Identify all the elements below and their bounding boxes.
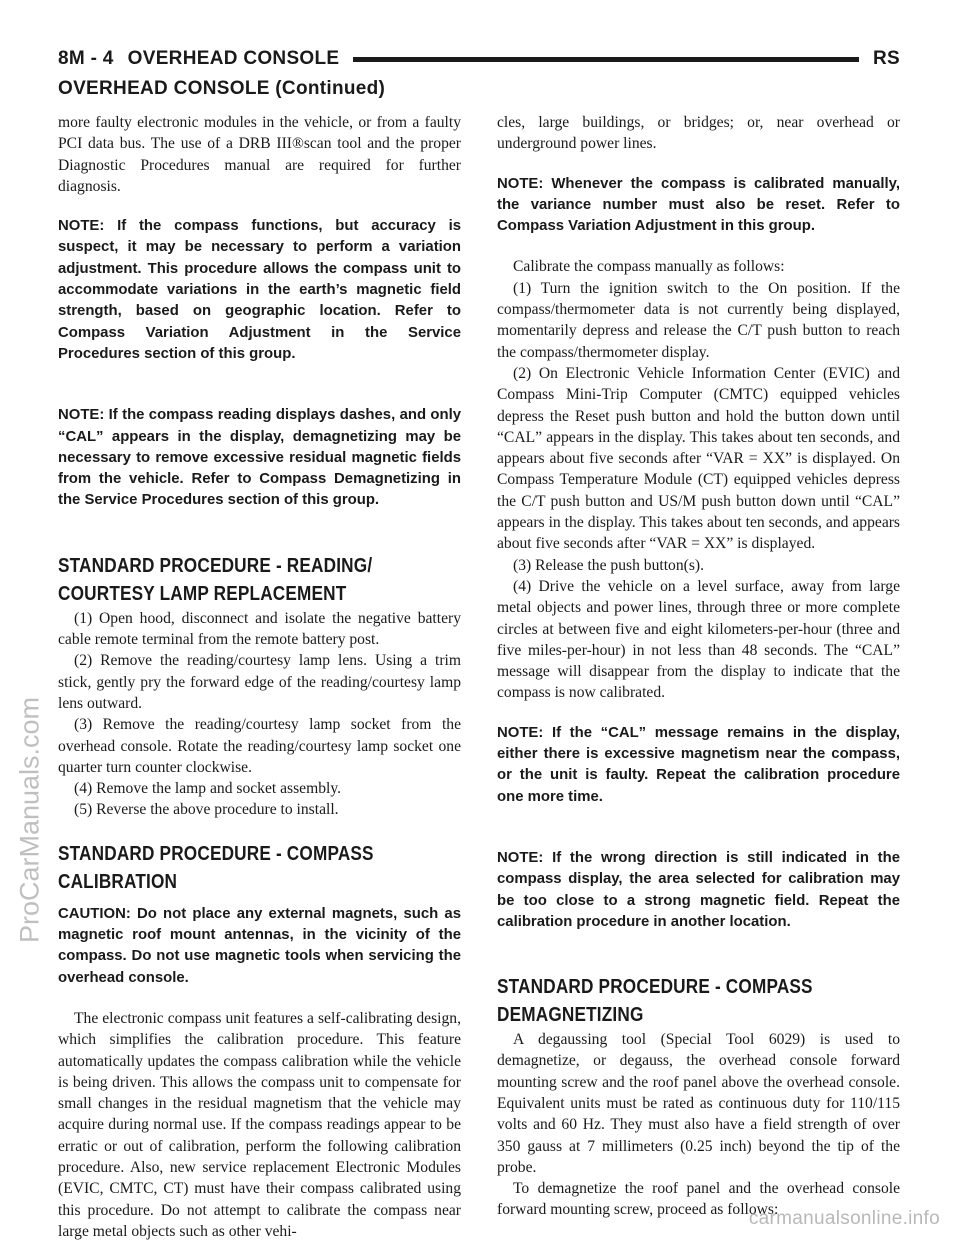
note-variance-reset: NOTE: Whenever the compass is calibrated manually, the variance number must also be reset. Refer to Compass Variation Adjustment in this group. [497, 175, 900, 235]
left-column [58, 112, 461, 1242]
heading-reading-lamp-line2: COURTESY LAMP REPLACEMENT [58, 582, 347, 605]
page-header [58, 44, 900, 74]
continued-heading: OVERHEAD CONSOLE (Continued) [58, 78, 386, 99]
heading-demagnetizing-line1: STANDARD PROCEDURE - COMPASS [497, 976, 813, 999]
section-title: OVERHEAD CONSOLE [127, 48, 340, 69]
heading-calibration-line1: STANDARD PROCEDURE - COMPASS [58, 842, 374, 865]
right-column [497, 112, 900, 1221]
lamp-step: (2) Remove the reading/courtesy lamp lens. Using a trim stick, gently pry the forward edge of the reading/courtesy lamp lens outward. [58, 652, 461, 712]
header-rule [353, 57, 859, 62]
demagnetizing-body: A degaussing tool (Special Tool 6029) is used to demagnetize, or degauss, the overhead console forward mounting screw and the roof panel above the overhead console. Equivalent units must be rated as continuous duty for 110/115 volts and 60 Hz. They must also have a field strength of over 350 gauss at 7 millimeters (0.25 inch) beyond the tip of the probe. [497, 1031, 900, 1176]
note-cal-remains: NOTE: If the “CAL” message remains in the display, either there is excessive magnetism near the compass, or the unit is faulty. Repeat the calibration procedure one more time. [497, 724, 900, 805]
page-number: 8M - 4 [58, 48, 114, 69]
heading-reading-lamp-line1: STANDARD PROCEDURE - READING/ [58, 554, 373, 577]
note-demagnetizing: NOTE: If the compass reading displays dashes, and only “CAL” appears in the display, demagnetizing may be necessary to remove excessive residual magnetic fields from the vehicle. Refer to Compass Demagnetizing in the Service Procedures section of this group. [58, 407, 461, 509]
note-variation: NOTE: If the compass functions, but accuracy is suspect, it may be necessary to perform a variation adjustment. This procedure allows the compass unit to accommodate variations in the earth’s magnetic field strength, based on geographic location. Refer to Compass Variation Adjustment in the Service Procedures section of this group. [58, 218, 461, 362]
intro-paragraph: more faulty electronic modules in the vehicle, or from a faulty PCI data bus. The use of a DRB III®scan tool and the proper Diagnostic Procedures manual are required for further diagnosis. [58, 114, 461, 195]
calibration-step: (2) On Electronic Vehicle Information Center (EVIC) and Compass Mini-Trip Computer (CMTC) equipped vehicles depress the Reset push button and hold the button down until “CAL” appears in the display. This takes about ten seconds, and appears about five seconds after “VAR = XX” is displayed. On Compass Temperature Module (CT) equipped vehicles depress the C/T push button and US/M push button down until “CAL” appears in the display. This takes about ten seconds, and appears about five seconds after “VAR = XX” is displayed. [497, 364, 900, 553]
note-wrong-direction: NOTE: If the wrong direction is still indicated in the compass display, the area selected for calibration may be too close to a strong magnetic field. Repeat the calibration procedure in another location. [497, 849, 900, 930]
side-watermark-text: ProCarManuals.com [14, 696, 45, 944]
calibration-step: (4) Drive the vehicle on a level surface, away from large metal objects and power lines, through three or more complete circles at between five and eight kilometers-per-hour (three and five miles-per-hour) in not less than 48 seconds. The “CAL” message will disappear from the display to indicate that the compass is now calibrated. [497, 577, 900, 702]
lamp-step: (4) Remove the lamp and socket assembly. [74, 780, 342, 798]
lamp-step: (3) Remove the reading/courtesy lamp socket from the overhead console. Rotate the reading/courtesy lamp socket one quarter turn counter clockwise. [58, 716, 461, 776]
heading-demagnetizing-line2: DEMAGNETIZING [497, 1004, 644, 1027]
section-code: RS [873, 48, 900, 69]
lamp-step: (1) Open hood, disconnect and isolate the negative battery cable remote terminal from the remote battery post. [58, 609, 461, 649]
calibration-body-continued: cles, large buildings, or bridges; or, near overhead or underground power lines. [497, 114, 900, 153]
caution-magnets: CAUTION: Do not place any external magnets, such as magnetic roof mount antennas, in the vicinity of the compass. Do not use magnetic tools when servicing the overhead console. [58, 905, 461, 986]
heading-calibration-line2: CALIBRATION [58, 870, 178, 893]
demagnetizing-lead: To demagnetize the roof panel and the overhead console forward mounting screw, proceed as follows: [497, 1180, 900, 1219]
calibration-body: The electronic compass unit features a self-calibrating design, which simplifies the calibration procedure. This feature automatically updates the compass calibration while the vehicle is being driven. This allows the compass unit to compensate for small changes in the residual magnetism that the vehicle may acquire during normal use. If the compass readings appear to be erratic or out of calibration, perform the following calibration procedure. Also, new service replacement Electronic Modules (EVIC, CMTC, CT) must have their compass calibrated using this procedure. Do not attempt to calibrate the compass near large metal objects such as other vehi- [58, 1009, 461, 1240]
calibration-step: (1) Turn the ignition switch to the On position. If the compass/thermometer data is not currently being displayed, momentarily depress and release the C/T push button to reach the compass/thermometer display. [497, 279, 900, 361]
lamp-step: (5) Reverse the above procedure to install. [74, 801, 339, 819]
calibration-step: (3) Release the push button(s). [513, 556, 704, 574]
calibration-lead: Calibrate the compass manually as follows: [513, 258, 785, 276]
side-watermark [10, 480, 50, 1160]
bottom-watermark: carmanualsonline.info [748, 1208, 940, 1229]
